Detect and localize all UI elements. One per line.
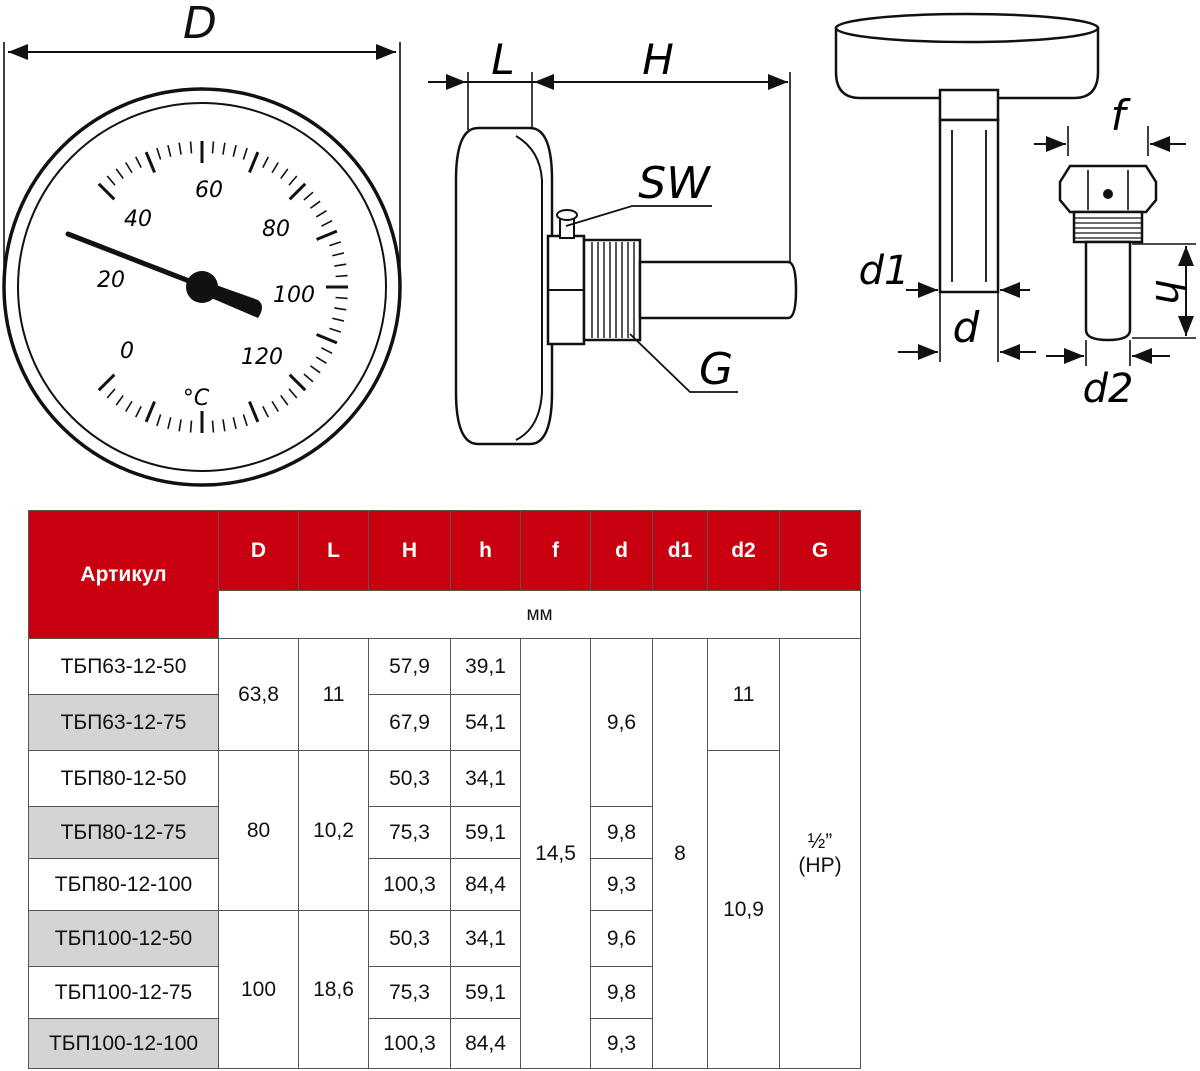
header-h: h [451,511,521,591]
dial-tick [233,145,236,157]
unit-label-celsius: °C [182,386,210,411]
dial-tick [249,402,257,422]
dial-tick [126,163,132,173]
cell-h: 84,4 [451,859,521,911]
G-line1: ½” [807,829,833,853]
cell-f-all: 14,5 [521,639,591,1069]
dial-tick [321,348,332,353]
cell-D-100: 100 [219,911,299,1069]
dial-tick [334,308,346,310]
dial-tick [290,184,306,200]
dial-tick [191,421,192,433]
label-G: G [698,344,734,395]
dial-tick [310,366,320,373]
dial-tick [317,231,337,239]
label-f: f [1110,91,1126,140]
dial-tick [146,152,154,172]
dial-tick [243,148,247,159]
cell-G-all [780,639,861,1069]
scale-label-0: 0 [120,339,134,364]
label-h: h [1146,279,1192,305]
bare-stem [940,90,998,120]
dial-tick [223,419,225,431]
cell-H: 67,9 [369,695,451,751]
dial-tick [168,417,171,429]
front-view [4,0,400,485]
dial-tick [281,169,288,179]
article-cell: ТБП63-12-75 [29,695,219,751]
dial-tick [136,406,141,417]
dial-tick [329,242,340,246]
sleeve-tube [1086,242,1130,340]
header-article: Артикул [29,511,219,639]
scale-label-20: 20 [97,268,125,293]
dial-tick [233,417,236,429]
pointer-hub [186,271,218,303]
cell-L-100: 18,6 [299,911,369,1069]
dial-tick [136,157,141,168]
dial-tick [116,169,123,179]
dial-tick [336,276,348,277]
dial-tick [263,406,268,417]
dial-tick [146,402,154,422]
cell-h: 59,1 [451,967,521,1019]
cell-L-63: 11 [299,639,369,751]
cell-d: 9,6 [591,911,653,967]
cell-h: 34,1 [451,751,521,807]
label-d1: d1 [858,248,910,294]
dial-tick [289,389,297,398]
dial-tick [290,375,306,391]
scale-label-100: 100 [273,283,315,308]
dial-tick [107,389,115,398]
dial-tick [329,328,340,332]
cell-D-63: 63,8 [219,639,299,751]
dial-tick [243,414,247,425]
dial-tick [179,143,181,155]
scale-label-120: 120 [241,345,283,370]
cell-H: 75,3 [369,807,451,859]
scale-label-40: 40 [124,207,152,232]
dial-tick [126,401,132,411]
label-d2: d2 [1082,366,1134,412]
article-cell: ТБП100-12-75 [29,967,219,1019]
G-line2: (НР) [798,853,842,877]
dial-tick [272,401,278,411]
cell-d: 9,8 [591,807,653,859]
cell-d: 9,3 [591,1019,653,1069]
scale-label-80: 80 [262,217,290,242]
header-d2: d2 [708,511,780,591]
cell-d1-all: 8 [653,639,708,1069]
article-cell: ТБП80-12-75 [29,807,219,859]
article-cell: ТБП100-12-50 [29,911,219,967]
header-H: H [369,511,451,591]
cell-H: 100,3 [369,1019,451,1069]
sleeve-view [836,14,1196,412]
dial-tick [316,211,326,217]
gauge-case-side [456,128,552,444]
label-d: d [952,303,980,352]
cell-d2-top: 11 [708,639,780,751]
dial-pointer [68,234,202,286]
technical-drawing [0,0,1200,500]
header-d: d [591,511,653,591]
dial-tick [321,221,332,226]
cell-H: 50,3 [369,911,451,967]
article-cell: ТБП80-12-50 [29,751,219,807]
cell-h: 39,1 [451,639,521,695]
side-view [428,35,796,444]
sensor-stem [640,262,796,318]
dial-tick [157,148,161,159]
dial-tick [116,395,123,405]
cell-h: 84,4 [451,1019,521,1069]
label-SW: SW [638,158,710,209]
cell-h: 59,1 [451,807,521,859]
cell-d: 9,8 [591,967,653,1019]
dial-tick [99,184,115,200]
header-L: L [299,511,369,591]
cell-H: 57,9 [369,639,451,695]
dial-tick [213,141,214,153]
cell-L-80: 10,2 [299,751,369,911]
cell-d: 9,3 [591,859,653,911]
header-f: f [521,511,591,591]
dial-tick [213,421,214,433]
dial-tick [281,395,288,405]
article-cell: ТБП80-12-100 [29,859,219,911]
dial-tick [332,318,344,321]
header-D: D [219,511,299,591]
dial-tick [157,414,161,425]
dial-tick [316,357,326,363]
dial-tick [223,143,225,155]
cell-h: 34,1 [451,911,521,967]
dial-tick [304,374,313,382]
header-G: G [780,511,861,591]
spec-table [28,510,861,1069]
cell-d2-bottom: 10,9 [708,751,780,1069]
dial-tick [99,375,115,391]
unit-row: мм [219,591,861,639]
dial-tick [289,176,297,185]
dim-label-L: L [491,35,515,84]
cell-D-80: 80 [219,751,299,911]
dial-tick [179,419,181,431]
cell-H: 50,3 [369,751,451,807]
cell-h: 54,1 [451,695,521,751]
dial-tick [310,201,320,208]
dim-label-D: D [183,0,217,49]
dial-tick [272,163,278,173]
dial-tick [263,157,268,168]
cell-H: 75,3 [369,967,451,1019]
dial-tick [168,145,171,157]
article-cell: ТБП63-12-50 [29,639,219,695]
dial-tick [304,192,313,200]
dial-tick [334,264,346,266]
dial-tick [332,253,344,256]
leader-SW [566,206,712,226]
scale-label-60: 60 [195,178,223,203]
article-cell: ТБП100-12-100 [29,1019,219,1069]
dial-tick [107,176,115,185]
header-d1: d1 [653,511,708,591]
dial-tick [317,334,337,342]
dial-tick [249,152,257,172]
dim-label-H: H [642,35,674,84]
dial-tick [336,298,348,299]
dial-tick [191,141,192,153]
cell-d-top: 9,6 [591,639,653,807]
cell-H: 100,3 [369,859,451,911]
